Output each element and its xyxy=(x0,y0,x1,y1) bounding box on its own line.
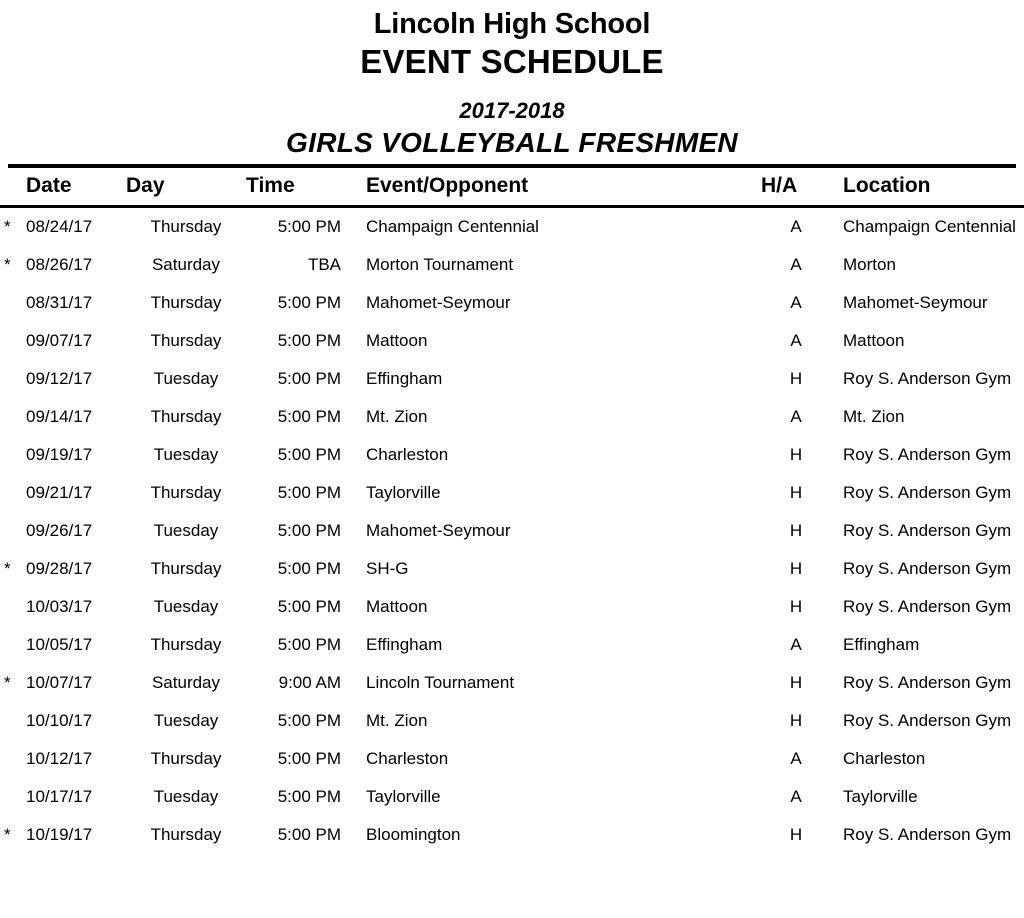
row-star-marker xyxy=(0,626,26,664)
table-row xyxy=(0,398,1024,436)
row-location: Champaign Centennial xyxy=(843,217,1016,236)
column-header-day: Day xyxy=(126,168,246,207)
row-event: Charleston xyxy=(366,445,449,464)
row-location: Roy S. Anderson Gym xyxy=(843,559,1012,578)
row-time: 5:00 PM xyxy=(277,407,341,426)
row-event: Taylorville xyxy=(366,787,441,806)
row-event: Charleston xyxy=(366,749,449,768)
row-home-away: A xyxy=(790,635,802,654)
row-day: Tuesday xyxy=(153,787,219,806)
row-day: Tuesday xyxy=(153,521,219,540)
season-label: 2017-2018 xyxy=(459,98,565,123)
row-event: Mt. Zion xyxy=(366,407,428,426)
schedule-table xyxy=(0,168,1024,854)
row-star-marker xyxy=(0,588,26,626)
table-row xyxy=(0,512,1024,550)
row-time: TBA xyxy=(307,255,341,274)
row-date: 08/31/17 xyxy=(26,293,93,312)
school-name: Lincoln High School xyxy=(373,8,651,40)
row-time: 5:00 PM xyxy=(277,559,341,578)
document-header xyxy=(0,0,1024,160)
row-date: 10/12/17 xyxy=(26,749,93,768)
column-header-star xyxy=(0,168,26,207)
row-time: 5:00 PM xyxy=(277,483,341,502)
row-home-away: A xyxy=(790,407,802,426)
row-star-marker xyxy=(0,398,26,436)
row-location: Taylorville xyxy=(843,787,918,806)
row-star-marker xyxy=(0,474,26,512)
row-event: Champaign Centennial xyxy=(366,217,539,236)
row-event: Mahomet-Seymour xyxy=(366,293,511,312)
row-date: 10/03/17 xyxy=(26,597,93,616)
row-event: Mahomet-Seymour xyxy=(366,521,511,540)
row-time: 9:00 AM xyxy=(278,673,341,692)
row-home-away: H xyxy=(789,521,803,540)
row-location: Mattoon xyxy=(843,331,905,350)
table-row xyxy=(0,284,1024,322)
row-star-marker xyxy=(0,702,26,740)
row-home-away: H xyxy=(789,597,803,616)
row-day: Thursday xyxy=(150,407,222,426)
row-location: Roy S. Anderson Gym xyxy=(843,521,1012,540)
row-location: Morton xyxy=(843,255,896,274)
row-time: 5:00 PM xyxy=(277,293,341,312)
row-star-marker: * xyxy=(4,217,11,236)
row-day: Thursday xyxy=(150,217,222,236)
row-date: 10/05/17 xyxy=(26,635,93,654)
table-row xyxy=(0,436,1024,474)
row-event: Morton Tournament xyxy=(366,255,514,274)
row-day: Tuesday xyxy=(153,597,219,616)
row-event: Taylorville xyxy=(366,483,441,502)
row-home-away: H xyxy=(789,483,803,502)
row-time: 5:00 PM xyxy=(277,825,341,844)
row-home-away: H xyxy=(789,445,803,464)
table-row xyxy=(0,816,1024,854)
page-title: EVENT SCHEDULE xyxy=(360,43,664,80)
row-star-marker: * xyxy=(4,255,11,274)
row-event: Mattoon xyxy=(366,331,428,350)
row-day: Thursday xyxy=(150,559,222,578)
row-day: Tuesday xyxy=(153,369,219,388)
table-body xyxy=(0,207,1024,855)
row-home-away: A xyxy=(790,749,802,768)
row-star-marker xyxy=(0,740,26,778)
row-event: Effingham xyxy=(366,369,443,388)
column-header-time: Time xyxy=(246,168,353,207)
row-home-away: H xyxy=(789,559,803,578)
row-date: 09/12/17 xyxy=(26,369,93,388)
row-location: Roy S. Anderson Gym xyxy=(843,673,1012,692)
column-header-ha: H/A xyxy=(761,168,831,207)
row-event: Mattoon xyxy=(366,597,428,616)
row-star-marker xyxy=(0,436,26,474)
row-time: 5:00 PM xyxy=(277,521,341,540)
row-day: Tuesday xyxy=(153,445,219,464)
row-location: Mahomet-Seymour xyxy=(843,293,988,312)
column-header-event: Event/Opponent xyxy=(353,168,761,207)
row-home-away: A xyxy=(790,293,802,312)
row-day: Thursday xyxy=(150,331,222,350)
row-location: Roy S. Anderson Gym xyxy=(843,445,1012,464)
table-row xyxy=(0,626,1024,664)
row-time: 5:00 PM xyxy=(277,749,341,768)
row-date: 09/19/17 xyxy=(26,445,93,464)
row-star-marker xyxy=(0,284,26,322)
column-header-location: Location xyxy=(831,168,1024,207)
row-time: 5:00 PM xyxy=(277,445,341,464)
row-star-marker: * xyxy=(4,825,11,844)
row-day: Thursday xyxy=(150,483,222,502)
row-home-away: H xyxy=(789,673,803,692)
row-date: 09/07/17 xyxy=(26,331,93,350)
row-date: 09/26/17 xyxy=(26,521,93,540)
row-day: Thursday xyxy=(150,749,222,768)
row-location: Mt. Zion xyxy=(843,407,905,426)
row-event: Lincoln Tournament xyxy=(366,673,515,692)
column-header-date: Date xyxy=(26,168,126,207)
table-row xyxy=(0,474,1024,512)
row-day: Thursday xyxy=(150,293,222,312)
row-day: Thursday xyxy=(150,825,222,844)
row-day: Saturday xyxy=(151,255,221,274)
row-date: 10/17/17 xyxy=(26,787,93,806)
row-location: Charleston xyxy=(843,749,926,768)
sport-label: GIRLS VOLLEYBALL FRESHMEN xyxy=(286,127,738,158)
row-event: Bloomington xyxy=(366,825,461,844)
row-date: 10/07/17 xyxy=(26,673,93,692)
table-row xyxy=(0,246,1024,284)
row-home-away: H xyxy=(789,711,803,730)
row-event: Effingham xyxy=(366,635,443,654)
row-time: 5:00 PM xyxy=(277,597,341,616)
table-row xyxy=(0,322,1024,360)
table-row xyxy=(0,207,1024,247)
row-location: Roy S. Anderson Gym xyxy=(843,711,1012,730)
table-row xyxy=(0,360,1024,398)
row-day: Tuesday xyxy=(153,711,219,730)
table-row xyxy=(0,740,1024,778)
table-header-row xyxy=(0,168,1024,207)
table-row xyxy=(0,588,1024,626)
row-date: 09/28/17 xyxy=(26,559,93,578)
row-home-away: A xyxy=(790,787,802,806)
row-time: 5:00 PM xyxy=(277,711,341,730)
row-home-away: H xyxy=(789,825,803,844)
table-row xyxy=(0,778,1024,816)
row-date: 10/10/17 xyxy=(26,711,93,730)
row-time: 5:00 PM xyxy=(277,217,341,236)
row-star-marker xyxy=(0,778,26,816)
row-home-away: H xyxy=(789,369,803,388)
row-date: 09/21/17 xyxy=(26,483,93,502)
row-star-marker: * xyxy=(4,559,11,578)
row-star-marker xyxy=(0,512,26,550)
row-date: 08/24/17 xyxy=(26,217,93,236)
row-time: 5:00 PM xyxy=(277,635,341,654)
row-time: 5:00 PM xyxy=(277,331,341,350)
row-location: Roy S. Anderson Gym xyxy=(843,483,1012,502)
table-row xyxy=(0,550,1024,588)
row-location: Roy S. Anderson Gym xyxy=(843,597,1012,616)
row-day: Saturday xyxy=(151,673,221,692)
row-home-away: A xyxy=(790,331,802,350)
row-star-marker: * xyxy=(4,673,11,692)
row-date: 08/26/17 xyxy=(26,255,93,274)
row-event: SH-G xyxy=(366,559,409,578)
row-location: Roy S. Anderson Gym xyxy=(843,369,1012,388)
row-location: Roy S. Anderson Gym xyxy=(843,825,1012,844)
table-row xyxy=(0,702,1024,740)
row-location: Effingham xyxy=(843,635,920,654)
row-day: Thursday xyxy=(150,635,222,654)
row-event: Mt. Zion xyxy=(366,711,428,730)
row-date: 09/14/17 xyxy=(26,407,93,426)
row-home-away: A xyxy=(790,217,802,236)
row-star-marker xyxy=(0,322,26,360)
row-time: 5:00 PM xyxy=(277,369,341,388)
row-star-marker xyxy=(0,360,26,398)
table-row xyxy=(0,664,1024,702)
row-date: 10/19/17 xyxy=(26,825,93,844)
row-home-away: A xyxy=(790,255,802,274)
row-time: 5:00 PM xyxy=(277,787,341,806)
